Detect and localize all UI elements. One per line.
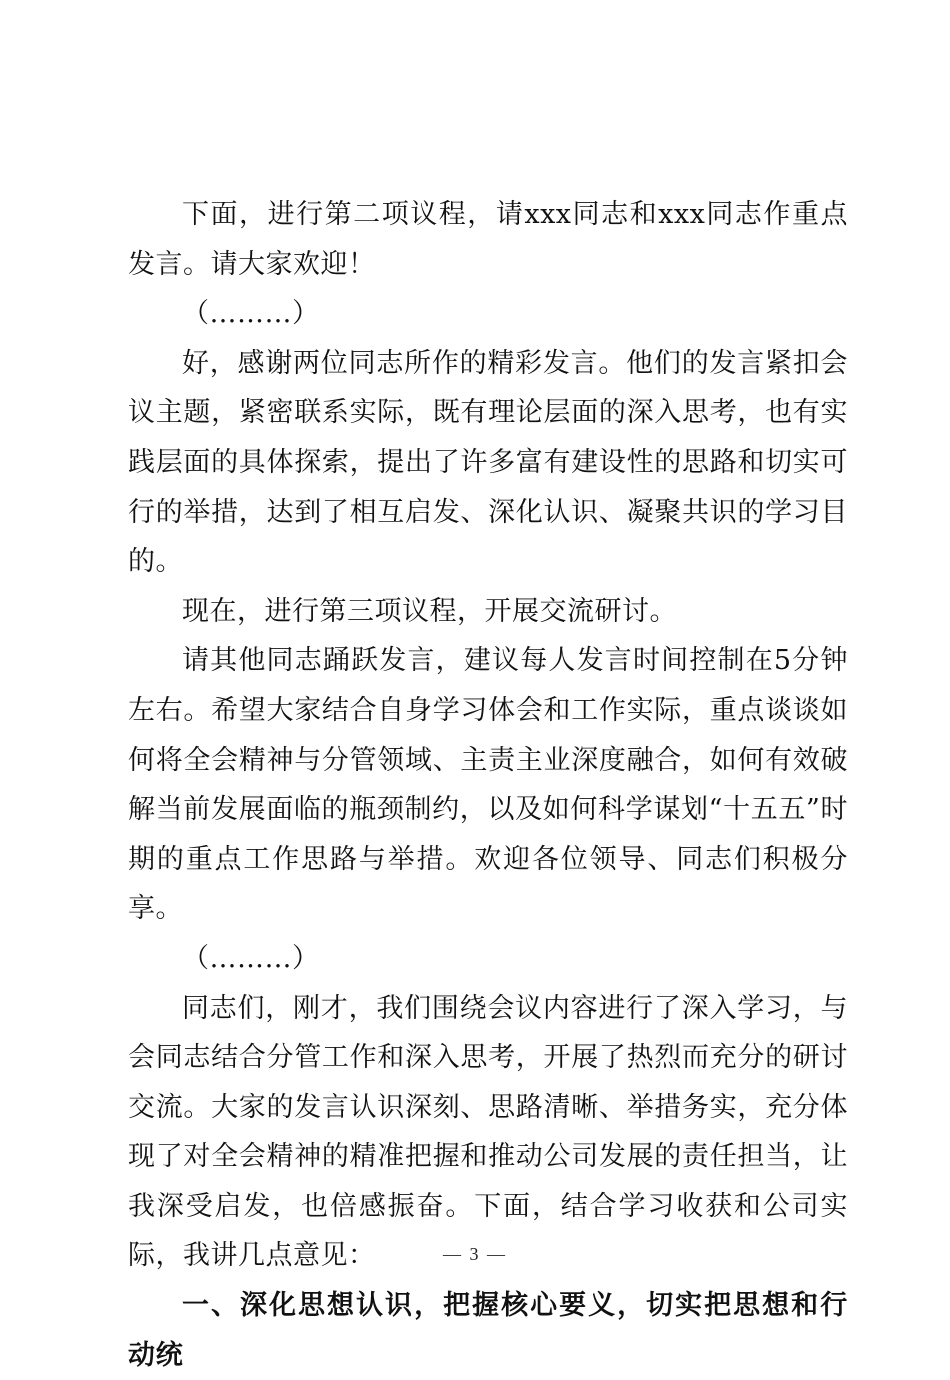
paragraph-ellipsis: （………）	[182, 942, 320, 974]
paragraph-agenda-three: 现在，进行第三项议程，开展交流研讨。	[182, 595, 677, 627]
paragraph-thanks: 好，感谢两位同志所作的精彩发言。他们的发言紧扣会议主题，紧密联系实际，既有理论层面的深入思考，也有实践层面的具体探索，提出了许多富有建设性的思路和切实可行的举措，达到了相互启发、深化认识、凝聚共识的学习目的。	[128, 347, 848, 578]
section-heading-one: 一、深化思想认识，把握核心要义，切实把思想和行动统	[128, 1290, 848, 1371]
paragraph-ellipsis: （………）	[182, 298, 320, 330]
paragraph-summary: 同志们，刚才，我们围绕会议内容进行了深入学习，与会同志结合分管工作和深入思考，开展了热烈而充分的研讨交流。大家的发言认识深刻、思路清晰、举措务实，充分体现了对全会精神的精准把握和推动公司发展的责任担当，让我深受启发，也倍感振奋。下面，结合学习收获和公司实际，我讲几点意见：	[128, 992, 848, 1272]
document-body	[128, 190, 848, 1380]
page-number: — 3 —	[443, 1244, 507, 1264]
paragraph-agenda-two: 下面，进行第二项议程，请xxx同志和xxx同志作重点发言。请大家欢迎！	[128, 199, 848, 280]
paragraph-discussion-invite: 请其他同志踊跃发言，建议每人发言时间控制在5分钟左右。希望大家结合自身学习体会和工作实际，重点谈谈如何将全会精神与分管领域、主责主业深度融合，如何有效破解当前发展面临的瓶颈制约，以及如何科学谋划“十五五”时期的重点工作思路与举措。欢迎各位领导、同志们积极分享。	[128, 645, 848, 925]
